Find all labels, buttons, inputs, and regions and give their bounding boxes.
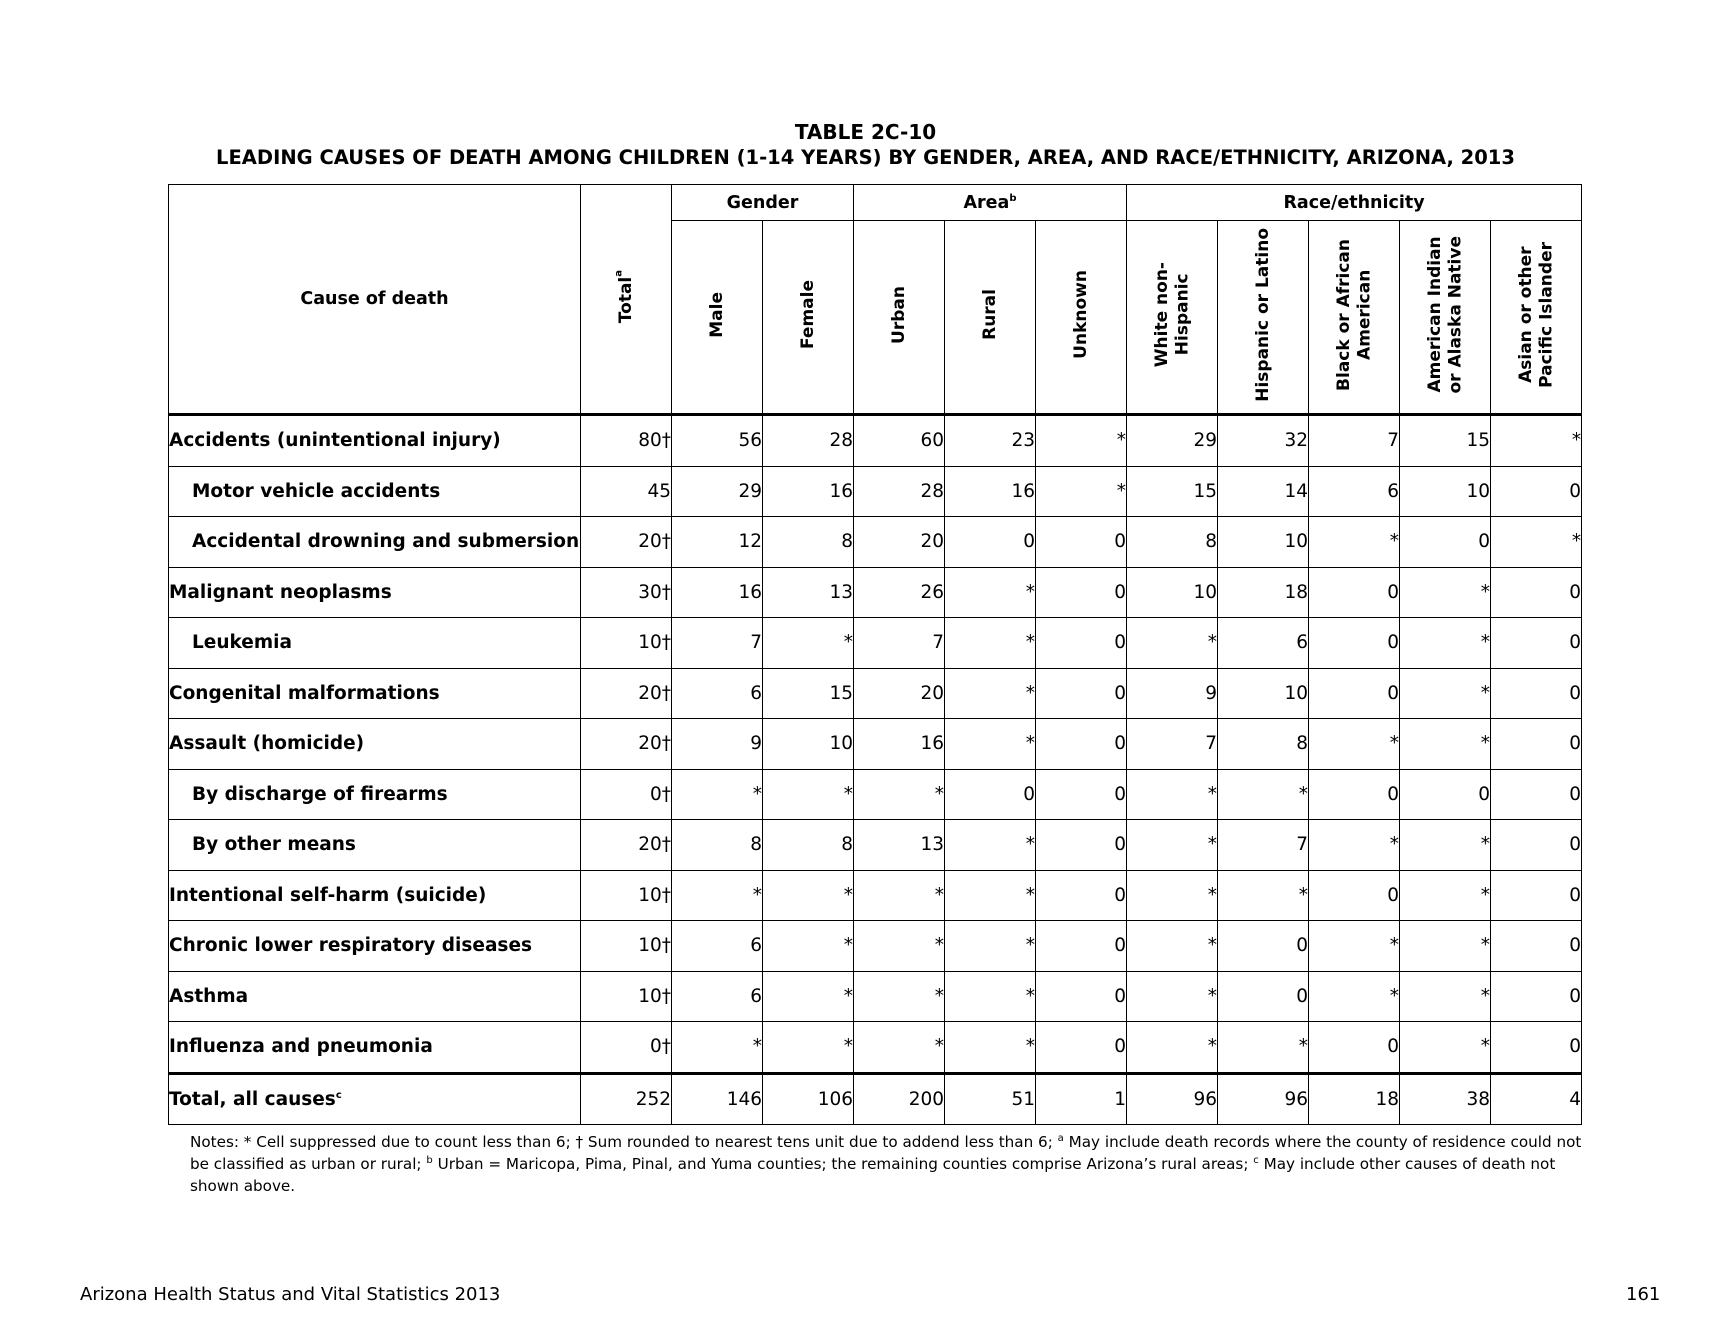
unknown-column-header: Unknown: [1036, 221, 1127, 415]
value-cell: *: [1127, 820, 1218, 871]
value-cell: 0: [1036, 870, 1127, 921]
table-notes: Notes: * Cell suppressed due to count less than 6; † Sum rounded to nearest tens unit due to addend less than 6; $^a$ May include death records where the county of residence could not be classified as urban or rural; $^b$ Urban = Maricopa, Pima, Pinal, and Yuma counties; the remaining counties comprise Arizona’s rural areas; $^c$ May include other causes of death not shown above.: [190, 1132, 1582, 1195]
value-cell: 0: [1491, 769, 1582, 820]
cause-cell: Accidental drowning and submersion: [169, 517, 581, 568]
value-cell: *: [1309, 820, 1400, 871]
value-cell: 0: [1036, 719, 1127, 770]
value-cell: 10†: [581, 971, 672, 1022]
value-cell: 0: [1491, 719, 1582, 770]
value-cell: 10: [1127, 567, 1218, 618]
value-cell: 9: [1127, 668, 1218, 719]
value-cell: 0: [1036, 618, 1127, 669]
value-cell: 0: [1036, 769, 1127, 820]
value-cell: 0: [1309, 668, 1400, 719]
urban-column-header: Urban: [854, 221, 945, 415]
value-cell: 0: [1491, 971, 1582, 1022]
value-cell: 7: [1127, 719, 1218, 770]
value-cell: *: [672, 1022, 763, 1074]
value-cell: 20: [854, 517, 945, 568]
value-cell: 16: [854, 719, 945, 770]
value-cell: 18: [1218, 567, 1309, 618]
total-value-cell: 51: [945, 1073, 1036, 1125]
value-cell: *: [1491, 415, 1582, 467]
value-cell: 6: [1309, 466, 1400, 517]
value-cell: 16: [763, 466, 854, 517]
value-cell: 0†: [581, 769, 672, 820]
value-cell: 32: [1218, 415, 1309, 467]
value-cell: *: [854, 971, 945, 1022]
value-cell: 20†: [581, 668, 672, 719]
total-value-cell: 146: [672, 1073, 763, 1125]
value-cell: 20†: [581, 719, 672, 770]
value-cell: 6: [672, 921, 763, 972]
total-value-cell: 106: [763, 1073, 854, 1125]
cause-cell: Accidents (unintentional injury): [169, 415, 581, 467]
total-value-cell: 4: [1491, 1073, 1582, 1125]
value-cell: 0: [1036, 517, 1127, 568]
table-row: [169, 870, 1582, 921]
value-cell: 9: [672, 719, 763, 770]
value-cell: 16: [945, 466, 1036, 517]
table-row: [169, 820, 1582, 871]
value-cell: 0: [1309, 769, 1400, 820]
cause-cell: Assault (homicide): [169, 719, 581, 770]
total-value-cell: 200: [854, 1073, 945, 1125]
footer-publication: Arizona Health Status and Vital Statistics 2013: [80, 1284, 501, 1305]
value-cell: 7: [1309, 415, 1400, 467]
value-cell: 0: [1309, 618, 1400, 669]
value-cell: 10: [1400, 466, 1491, 517]
value-cell: *: [1400, 668, 1491, 719]
table-row: [169, 517, 1582, 568]
male-column-header: Male: [672, 221, 763, 415]
value-cell: *: [854, 921, 945, 972]
table-row: [169, 466, 1582, 517]
value-cell: *: [1127, 1022, 1218, 1074]
value-cell: *: [1127, 870, 1218, 921]
cause-cell: Intentional self-harm (suicide): [169, 870, 581, 921]
value-cell: 10: [1218, 668, 1309, 719]
value-cell: 0: [1491, 1022, 1582, 1074]
value-cell: 20†: [581, 517, 672, 568]
value-cell: 13: [763, 567, 854, 618]
value-cell: 30†: [581, 567, 672, 618]
value-cell: *: [672, 870, 763, 921]
table-row: [169, 971, 1582, 1022]
page-number: 161: [1626, 1284, 1661, 1305]
total-value-cell: 96: [1218, 1073, 1309, 1125]
female-column-header: Female: [763, 221, 854, 415]
value-cell: 7: [1218, 820, 1309, 871]
value-cell: 0: [1036, 567, 1127, 618]
total-value-cell: 18: [1309, 1073, 1400, 1125]
value-cell: 20: [854, 668, 945, 719]
value-cell: 12: [672, 517, 763, 568]
total-column-header: Total$^a$: [581, 185, 672, 415]
table-body: [169, 415, 1582, 1125]
value-cell: 0: [1400, 769, 1491, 820]
value-cell: 0: [1218, 971, 1309, 1022]
total-value-cell: 252: [581, 1073, 672, 1125]
total-row: [169, 1073, 1582, 1125]
value-cell: 13: [854, 820, 945, 871]
value-cell: 15: [1400, 415, 1491, 467]
race-group-header: Race/ethnicity: [1127, 185, 1582, 221]
value-cell: *: [763, 769, 854, 820]
table-row: [169, 415, 1582, 467]
value-cell: 0: [1309, 870, 1400, 921]
value-cell: 8: [1218, 719, 1309, 770]
value-cell: 8: [672, 820, 763, 871]
value-cell: *: [1491, 517, 1582, 568]
value-cell: *: [1127, 618, 1218, 669]
value-cell: *: [1400, 567, 1491, 618]
value-cell: *: [945, 719, 1036, 770]
value-cell: *: [1309, 921, 1400, 972]
value-cell: *: [1400, 870, 1491, 921]
value-cell: 0: [1491, 820, 1582, 871]
value-cell: *: [1309, 971, 1400, 1022]
cause-cell: Motor vehicle accidents: [169, 466, 581, 517]
value-cell: *: [1400, 618, 1491, 669]
value-cell: *: [945, 921, 1036, 972]
value-cell: 7: [672, 618, 763, 669]
value-cell: 10: [763, 719, 854, 770]
area-group-header: Area$^b$: [854, 185, 1127, 221]
rural-column-header: Rural: [945, 221, 1036, 415]
value-cell: *: [854, 1022, 945, 1074]
value-cell: 56: [672, 415, 763, 467]
value-cell: 60: [854, 415, 945, 467]
value-cell: 0: [1036, 668, 1127, 719]
value-cell: 10: [1218, 517, 1309, 568]
value-cell: *: [1127, 769, 1218, 820]
value-cell: *: [1400, 1022, 1491, 1074]
value-cell: *: [854, 769, 945, 820]
table-number: TABLE 2C-10: [794, 120, 937, 144]
value-cell: *: [1218, 870, 1309, 921]
value-cell: *: [1218, 1022, 1309, 1074]
value-cell: 0: [945, 769, 1036, 820]
value-cell: *: [945, 870, 1036, 921]
value-cell: 45: [581, 466, 672, 517]
cause-cell: Leukemia: [169, 618, 581, 669]
table-row: [169, 618, 1582, 669]
table-row: [169, 719, 1582, 770]
value-cell: *: [1036, 466, 1127, 517]
value-cell: *: [763, 921, 854, 972]
value-cell: 28: [763, 415, 854, 467]
asian-column-header: Asian or other Pacific Islander: [1491, 221, 1582, 415]
total-value-cell: 96: [1127, 1073, 1218, 1125]
value-cell: 28: [854, 466, 945, 517]
value-cell: 0: [1491, 870, 1582, 921]
value-cell: 80†: [581, 415, 672, 467]
value-cell: *: [945, 1022, 1036, 1074]
value-cell: 0: [1309, 1022, 1400, 1074]
value-cell: 0: [1491, 466, 1582, 517]
value-cell: *: [1400, 719, 1491, 770]
value-cell: 29: [672, 466, 763, 517]
american-indian-column-header: American Indian or Alaska Native: [1400, 221, 1491, 415]
value-cell: *: [1400, 921, 1491, 972]
cause-cell: By other means: [169, 820, 581, 871]
total-cause-cell: Total, all causes$^c$: [169, 1073, 581, 1125]
total-value-cell: 38: [1400, 1073, 1491, 1125]
value-cell: *: [945, 618, 1036, 669]
value-cell: *: [1400, 820, 1491, 871]
value-cell: *: [1218, 769, 1309, 820]
value-cell: 16: [672, 567, 763, 618]
value-cell: 0: [1218, 921, 1309, 972]
cause-cell: Influenza and pneumonia: [169, 1022, 581, 1074]
value-cell: *: [763, 870, 854, 921]
total-value-cell: 1: [1036, 1073, 1127, 1125]
value-cell: *: [1309, 517, 1400, 568]
value-cell: 15: [763, 668, 854, 719]
value-cell: *: [945, 668, 1036, 719]
value-cell: *: [672, 769, 763, 820]
value-cell: *: [1127, 921, 1218, 972]
value-cell: 10†: [581, 870, 672, 921]
value-cell: 0: [1309, 567, 1400, 618]
table-title: LEADING CAUSES OF DEATH AMONG CHILDREN (1-14 YEARS) BY GENDER, AREA, AND RACE/ETHNICITY, ARIZONA, 2013: [216, 146, 1515, 169]
value-cell: 0: [1491, 921, 1582, 972]
value-cell: 0: [1036, 921, 1127, 972]
value-cell: 6: [1218, 618, 1309, 669]
white-column-header: White non- Hispanic: [1127, 221, 1218, 415]
value-cell: 14: [1218, 466, 1309, 517]
value-cell: *: [1400, 971, 1491, 1022]
value-cell: 8: [763, 820, 854, 871]
cause-cell: By discharge of firearms: [169, 769, 581, 820]
value-cell: *: [763, 971, 854, 1022]
table-row: [169, 567, 1582, 618]
value-cell: 0: [1036, 971, 1127, 1022]
value-cell: 0: [945, 517, 1036, 568]
hispanic-column-header: Hispanic or Latino: [1218, 221, 1309, 415]
value-cell: 0: [1491, 618, 1582, 669]
value-cell: 7: [854, 618, 945, 669]
value-cell: *: [763, 618, 854, 669]
value-cell: *: [1309, 719, 1400, 770]
value-cell: *: [945, 971, 1036, 1022]
value-cell: 8: [763, 517, 854, 568]
black-column-header: Black or African American: [1309, 221, 1400, 415]
value-cell: 29: [1127, 415, 1218, 467]
value-cell: 6: [672, 971, 763, 1022]
table-row: [169, 1022, 1582, 1074]
value-cell: 0: [1036, 820, 1127, 871]
value-cell: 20†: [581, 820, 672, 871]
value-cell: 6: [672, 668, 763, 719]
value-cell: 0: [1491, 668, 1582, 719]
cause-cell: Asthma: [169, 971, 581, 1022]
causes-of-death-table: [168, 184, 1582, 1125]
value-cell: *: [945, 567, 1036, 618]
value-cell: *: [763, 1022, 854, 1074]
value-cell: 0: [1036, 1022, 1127, 1074]
value-cell: *: [945, 820, 1036, 871]
table-row: [169, 769, 1582, 820]
value-cell: *: [1127, 971, 1218, 1022]
value-cell: 15: [1127, 466, 1218, 517]
value-cell: 0: [1400, 517, 1491, 568]
cause-column-header: Cause of death: [169, 185, 581, 415]
value-cell: *: [854, 870, 945, 921]
value-cell: 0†: [581, 1022, 672, 1074]
value-cell: *: [1036, 415, 1127, 467]
value-cell: 23: [945, 415, 1036, 467]
value-cell: 0: [1491, 567, 1582, 618]
cause-cell: Congenital malformations: [169, 668, 581, 719]
table-row: [169, 668, 1582, 719]
table-row: [169, 921, 1582, 972]
value-cell: 10†: [581, 921, 672, 972]
cause-cell: Chronic lower respiratory diseases: [169, 921, 581, 972]
value-cell: 10†: [581, 618, 672, 669]
value-cell: 26: [854, 567, 945, 618]
value-cell: 8: [1127, 517, 1218, 568]
gender-group-header: Gender: [672, 185, 854, 221]
cause-cell: Malignant neoplasms: [169, 567, 581, 618]
